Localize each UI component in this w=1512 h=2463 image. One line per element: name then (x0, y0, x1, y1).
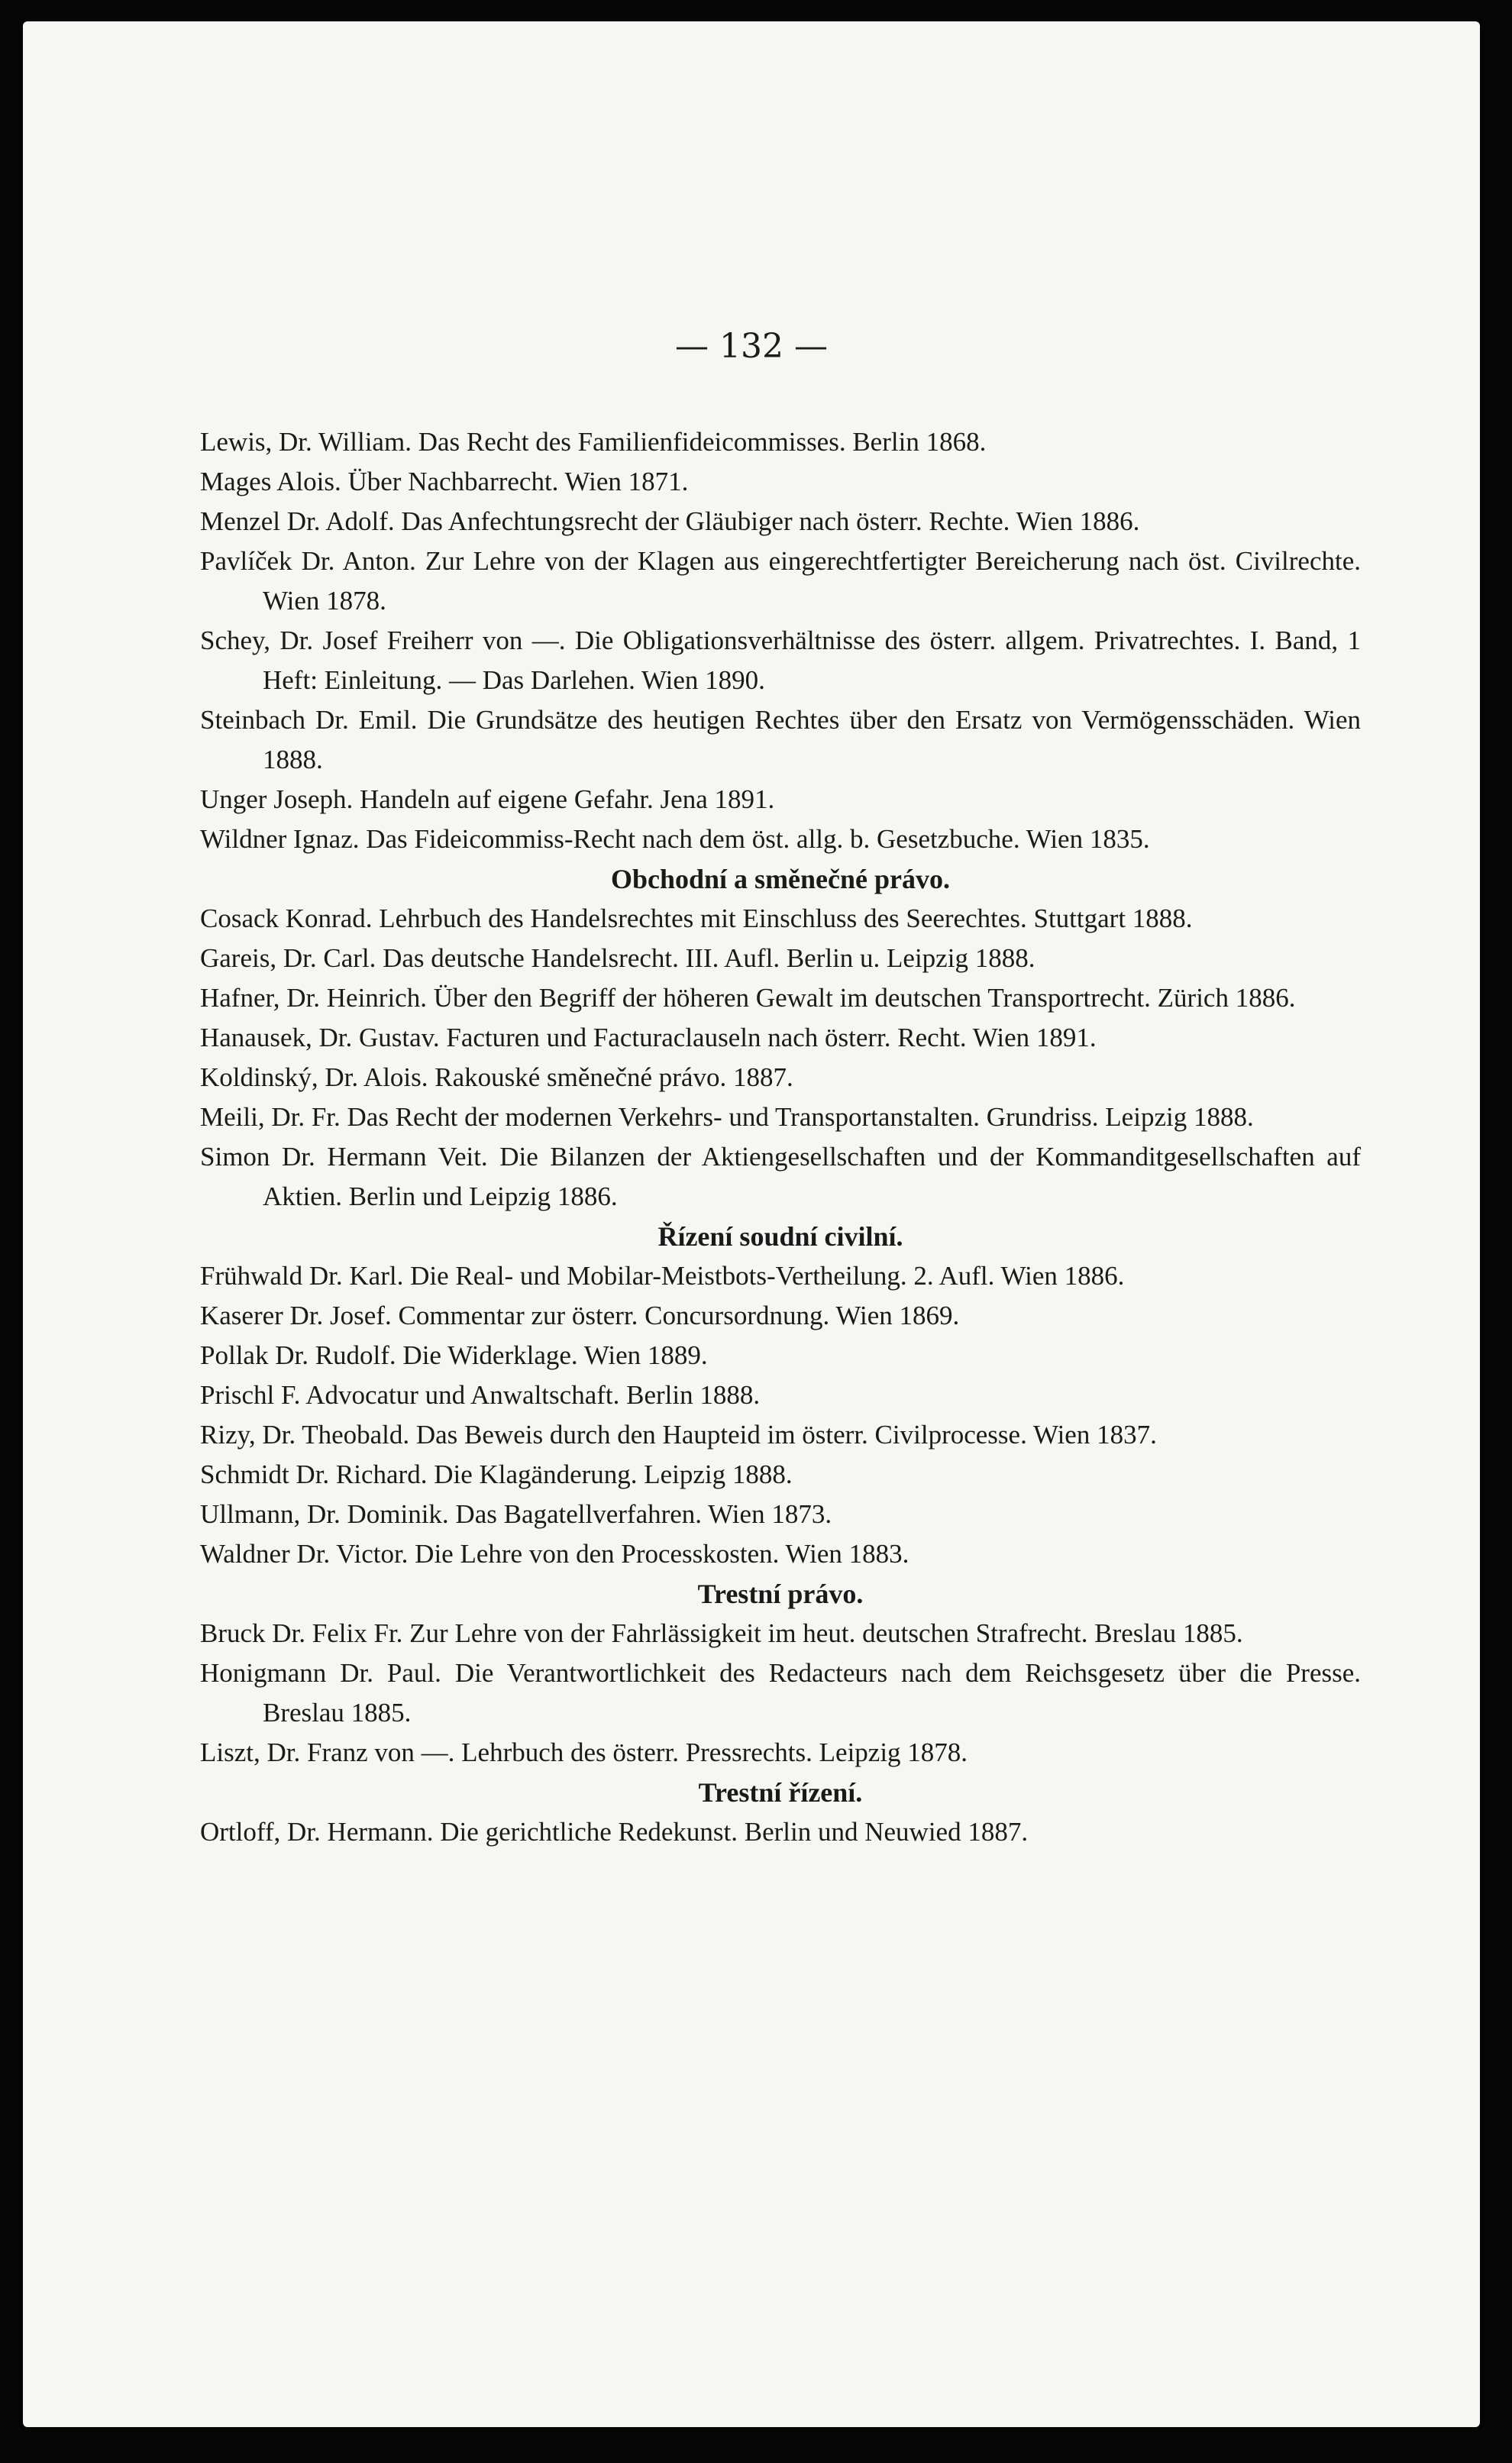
bibliography-entry: Liszt, Dr. Franz von —. Lehrbuch des österr. Pressrechts. Leipzig 1878. (200, 1737, 968, 1767)
bibliography-entry: Koldinský, Dr. Alois. Rakouské směnečné právo. 1887. (200, 1062, 793, 1092)
entry-group-civil (200, 422, 1361, 859)
bibliography-entry: Honigmann Dr. Paul. Die Verantwortlichkeit des Redacteurs nach dem Reichsgesetz über die Presse. Breslau 1885. (200, 1658, 1361, 1728)
bibliography-entry: Rizy, Dr. Theobald. Das Beweis durch den Haupteid im österr. Civilprocesse. Wien 1837. (200, 1420, 1157, 1450)
bibliography-entry: Pavlíček Dr. Anton. Zur Lehre von der Klagen aus eingerechtfertigter Bereicherung nach öst. Civilrechte. Wien 1878. (200, 546, 1361, 616)
bibliography-entry: Waldner Dr. Victor. Die Lehre von den Processkosten. Wien 1883. (200, 1539, 909, 1569)
bibliography-entry: Pollak Dr. Rudolf. Die Widerklage. Wien 1889. (200, 1340, 708, 1370)
bibliography-entry: Meili, Dr. Fr. Das Recht der modernen Verkehrs- und Transportanstalten. Grundriss. Leipzig 1888. (200, 1102, 1254, 1132)
bibliography-entry: Simon Dr. Hermann Veit. Die Bilanzen der Aktiengesellschaften und der Kommanditgesellschaften auf Aktien. Berlin und Leipzig 1886. (200, 1142, 1361, 1211)
bibliography-entry: Unger Joseph. Handeln auf eigene Gefahr. Jena 1891. (200, 784, 775, 814)
entry-group-criminal-law (200, 1614, 1361, 1773)
section-heading-commercial: Obchodní a směnečné právo. (610, 864, 951, 894)
bibliography-entry: Wildner Ignaz. Das Fideicommiss-Recht nach dem öst. allg. b. Gesetzbuche. Wien 1835. (200, 824, 1150, 854)
bibliography-entry: Lewis, Dr. William. Das Recht des Familienfideicommisses. Berlin 1868. (200, 427, 987, 457)
bibliography-entry: Mages Alois. Über Nachbarrecht. Wien 1871. (200, 467, 689, 496)
entry-group-civil-procedure (200, 1256, 1361, 1574)
bibliography-entry: Cosack Konrad. Lehrbuch des Handelsrechtes mit Einschluss des Seerechtes. Stuttgart 1888. (200, 903, 1193, 933)
section-heading-civil-procedure: Řízení soudní civilní. (657, 1221, 903, 1252)
bibliography-entry: Kaserer Dr. Josef. Commentar zur österr. Concursordnung. Wien 1869. (200, 1301, 960, 1330)
bibliography-entry: Frühwald Dr. Karl. Die Real- und Mobilar-Meistbots-Vertheilung. 2. Aufl. Wien 1886. (200, 1261, 1125, 1291)
section-heading-criminal-procedure: Trestní řízení. (698, 1777, 863, 1808)
bibliography (200, 422, 1361, 1852)
entry-group-commercial (200, 899, 1361, 1217)
bibliography-entry: Hanausek, Dr. Gustav. Facturen und Facturaclauseln nach österr. Recht. Wien 1891. (200, 1023, 1097, 1052)
book-page (23, 21, 1480, 2427)
entry-group-criminal-procedure (200, 1812, 1361, 1852)
section-heading-criminal-law: Trestní právo. (697, 1579, 864, 1609)
page-number: — 132 — (675, 327, 828, 366)
bibliography-entry: Bruck Dr. Felix Fr. Zur Lehre von der Fahrlässigkeit im heut. deutschen Strafrecht. Breslau 1885. (200, 1618, 1243, 1648)
bibliography-entry: Schmidt Dr. Richard. Die Klagänderung. Leipzig 1888. (200, 1459, 793, 1489)
bibliography-entry: Schey, Dr. Josef Freiherr von —. Die Obligationsverhältnisse des österr. allgem. Privatrechtes. I. Band, 1 Heft: Einleitung. — Das Darlehen. Wien 1890. (200, 625, 1361, 695)
bibliography-entry: Hafner, Dr. Heinrich. Über den Begriff der höheren Gewalt im deutschen Transportrecht. Zürich 1886. (200, 983, 1296, 1013)
bibliography-entry: Ullmann, Dr. Dominik. Das Bagatellverfahren. Wien 1873. (200, 1499, 832, 1529)
bibliography-entry: Menzel Dr. Adolf. Das Anfechtungsrecht der Gläubiger nach österr. Rechte. Wien 1886. (200, 506, 1140, 536)
bibliography-entry: Ortloff, Dr. Hermann. Die gerichtliche Redekunst. Berlin und Neuwied 1887. (200, 1817, 1029, 1847)
bibliography-entry: Gareis, Dr. Carl. Das deutsche Handelsrecht. III. Aufl. Berlin u. Leipzig 1888. (200, 943, 1035, 973)
bibliography-entry: Steinbach Dr. Emil. Die Grundsätze des heutigen Rechtes über den Ersatz von Vermögensschäden. Wien 1888. (200, 705, 1361, 774)
bibliography-entry: Prischl F. Advocatur und Anwaltschaft. Berlin 1888. (200, 1380, 761, 1410)
